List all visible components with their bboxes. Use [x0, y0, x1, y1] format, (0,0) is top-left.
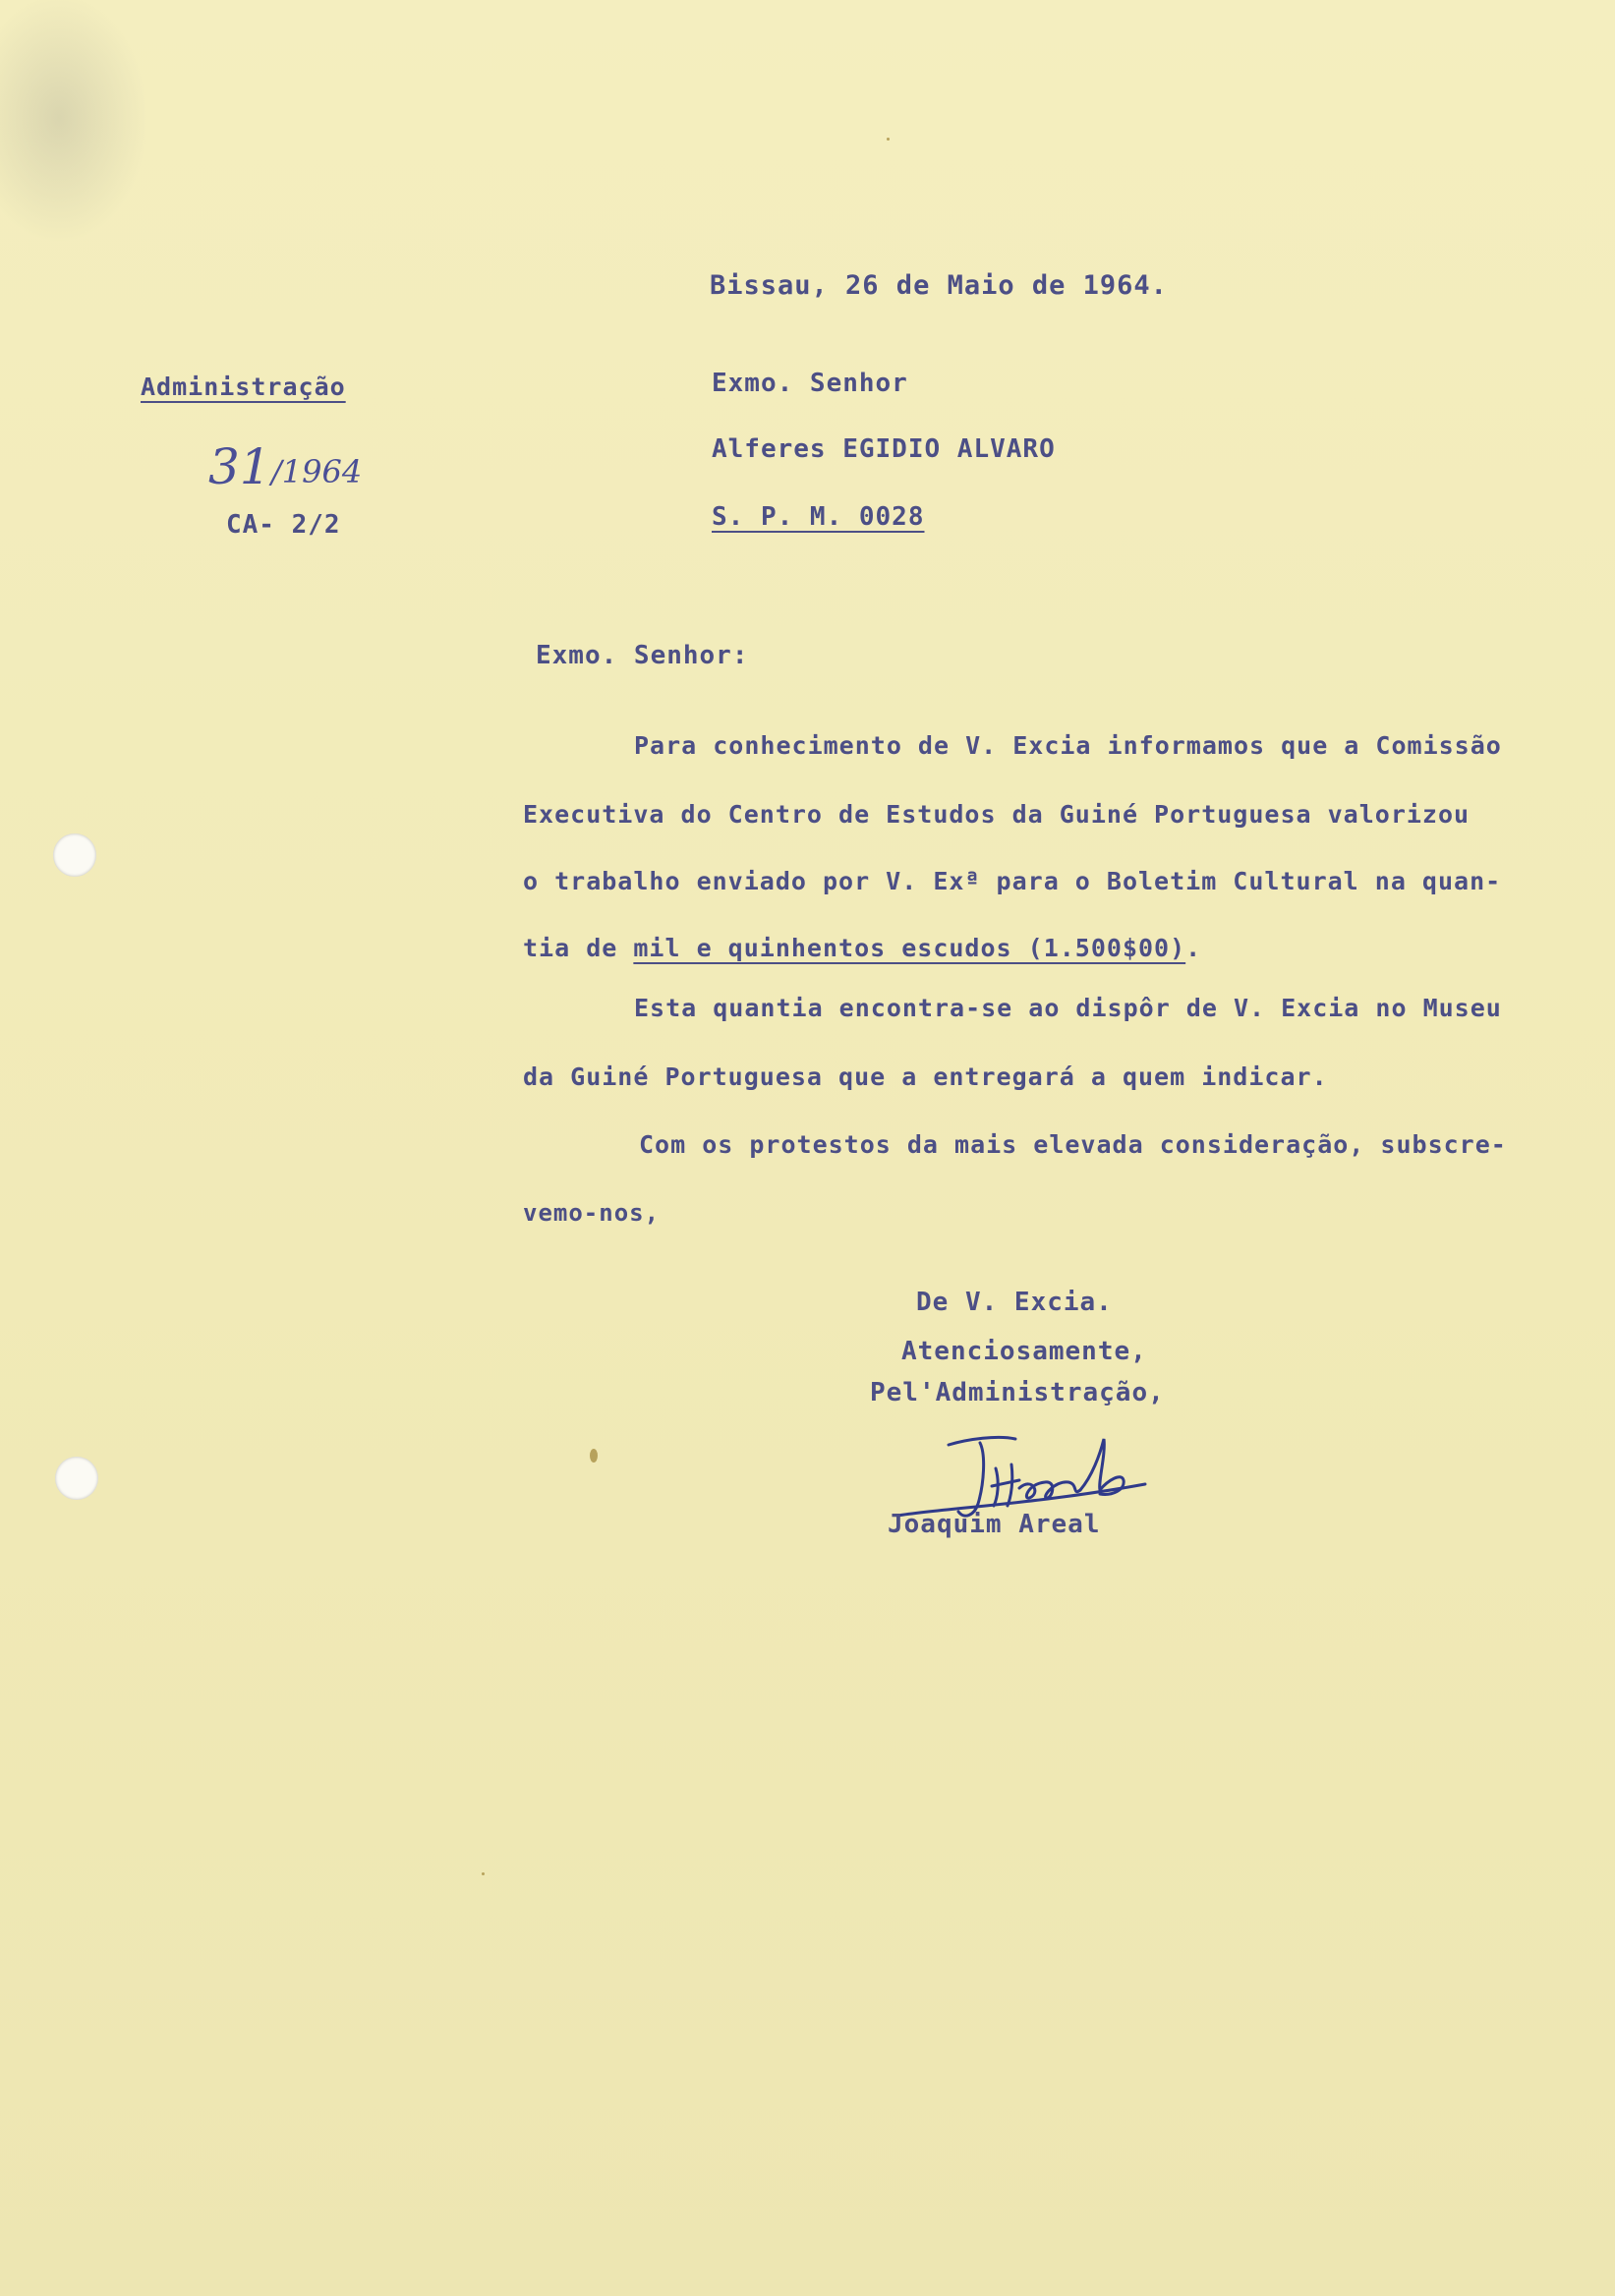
recipient-title: Exmo. Senhor [712, 369, 908, 398]
body-line: o trabalho enviado por V. Exª para o Boletim Cultural na quan- [523, 867, 1502, 895]
sender-department: Administração [141, 373, 346, 401]
body-line: vemo-nos, [523, 1199, 661, 1227]
body-line: Para conhecimento de V. Excia informamos que a Comissão [634, 731, 1502, 760]
body-text: . [1185, 934, 1202, 962]
paper-stain [482, 1872, 485, 1875]
body-text: tia de [523, 934, 634, 962]
place-date: Bissau, 26 de Maio de 1964. [710, 270, 1168, 301]
closing-line: De V. Excia. [916, 1288, 1113, 1317]
reference-code: CA- 2/2 [226, 510, 341, 540]
punch-hole-top [53, 833, 96, 877]
body-line: Esta quantia encontra-se ao dispôr de V. Excia no Museu [634, 994, 1502, 1022]
body-line: Com os protestos da mais elevada consideração, subscre- [639, 1130, 1507, 1159]
punch-hole-bottom [55, 1457, 98, 1500]
salutation: Exmo. Senhor: [536, 641, 749, 670]
recipient-address: S. P. M. 0028 [712, 502, 925, 532]
closing-line: Atenciosamente, [901, 1337, 1147, 1366]
paper-stain [887, 138, 890, 141]
paper-stain [590, 1449, 598, 1463]
closing-line: Pel'Administração, [870, 1378, 1165, 1407]
body-line: Executiva do Centro de Estudos da Guiné Portuguesa valorizou [523, 800, 1471, 829]
reference-number: 31 [208, 438, 271, 495]
signatory-name: Joaquim Areal [888, 1510, 1101, 1539]
reference-year: /1964 [271, 453, 363, 490]
recipient-name: Alferes EGIDIO ALVARO [712, 434, 1056, 464]
amount-text: mil e quinhentos escudos (1.500$00) [633, 934, 1186, 962]
body-line-amount [523, 936, 1201, 960]
body-line: da Guiné Portuguesa que a entregará a quem indicar. [523, 1062, 1328, 1091]
